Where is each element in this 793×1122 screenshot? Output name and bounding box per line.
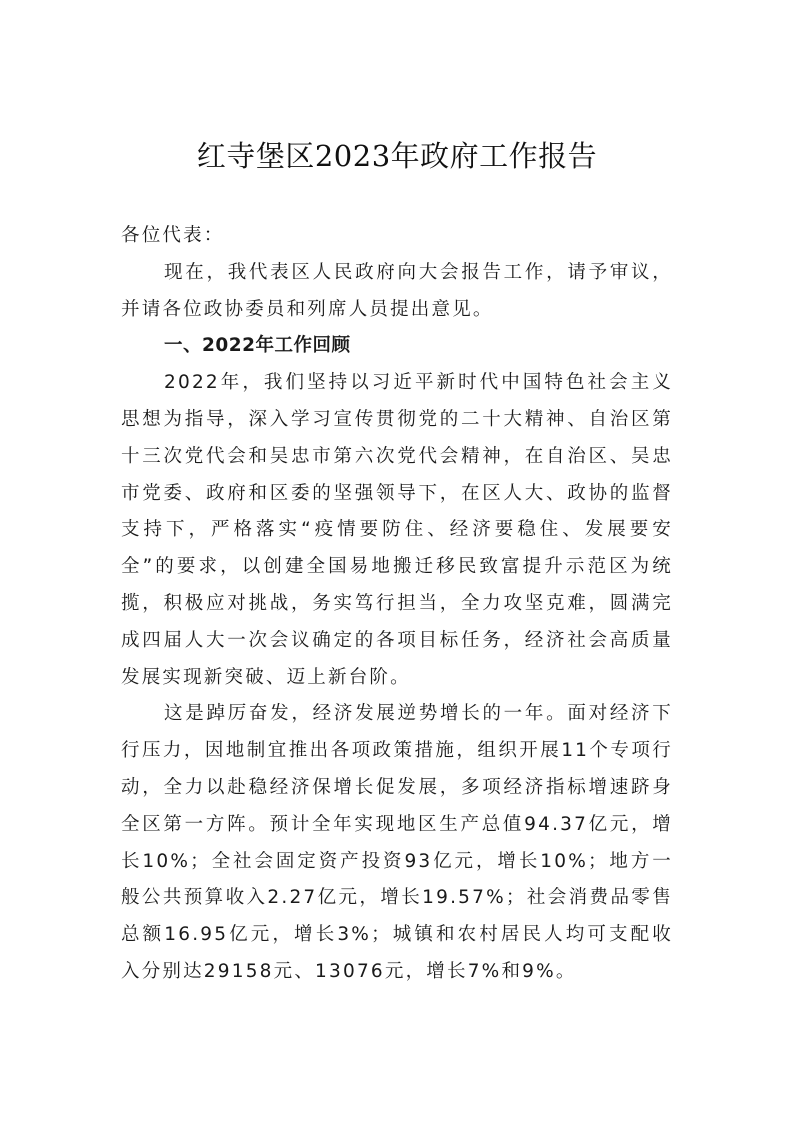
review-paragraph-2: 这是踔厉奋发，经济发展逆势增长的一年。面对经济下行压力，因地制宜推出各项政策措施，组织开展11个专项行动，全力以赴稳经济保增长促发展，多项经济指标增速跻身全区第一方阵。预计全年实现地区生产总值94.37亿元，增长10%；全社会固定资产投资93亿元，增长10%；地方一般公共预算收入2.27亿元，增长19.57%；社会消费品零售总额16.95亿元，增长3%；城镇和农村居民人均可支配收入分别达29158元、13076元，增长7%和9%。 — [121, 703, 673, 982]
document-title: 红寺堡区2023年政府工作报告 — [196, 139, 598, 173]
document-body — [121, 218, 673, 991]
section-heading: 一、2022年工作回顾 — [164, 335, 351, 357]
opening-paragraph: 现在，我代表区人民政府向大会报告工作，请予审议，并请各位政协委员和列席人员提出意见。 — [121, 261, 673, 320]
salutation: 各位代表： — [121, 225, 225, 246]
review-paragraph-1: 2022年，我们坚持以习近平新时代中国特色社会主义思想为指导，深入学习宣传贯彻党的二十大精神、自治区第十三次党代会和吴忠市第六次党代会精神，在自治区、吴忠市党委、政府和区委的坚强领导下，在区人大、政协的监督支持下，严格落实“疫情要防住、经济要稳住、发展要安全”的要求，以创建全国易地搬迁移民致富提升示范区为统揽，积极应对挑战，务实笃行担当，全力攻坚克难，圆满完成四届人大一次会议确定的各项目标任务，经济社会高质量发展实现新突破、迈上新台阶。 — [121, 372, 673, 688]
